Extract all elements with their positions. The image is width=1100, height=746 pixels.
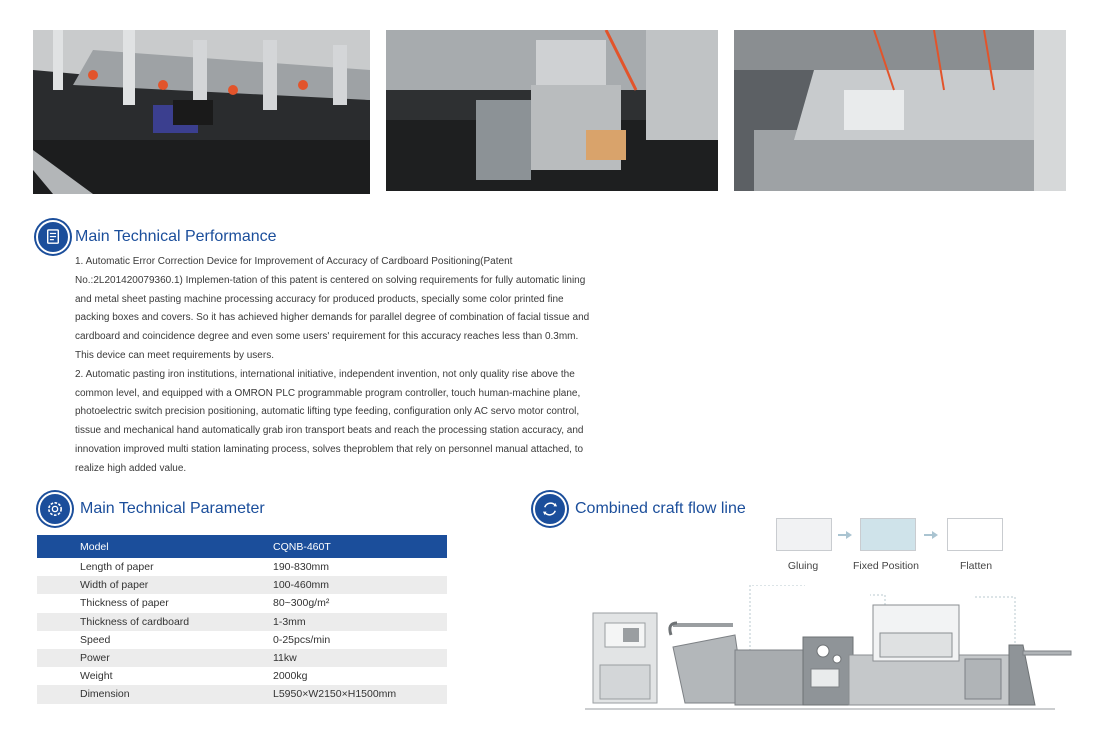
table-row [37,649,447,667]
row-value: 1-3mm [273,613,447,631]
row-value: 80~300g/m² [273,594,447,612]
production-line-drawing [585,585,1075,715]
parameters-title: Main Technical Parameter [80,500,265,517]
machine-photo-1 [33,30,370,194]
row-label: Thickness of paper [37,594,273,612]
table-row [37,594,447,612]
row-value: 11kw [273,649,447,667]
row-value: 0-25pcs/min [273,631,447,649]
table-row [37,667,447,685]
table-row [37,576,447,594]
row-value: L5950×W2150×H1500mm [273,685,447,703]
gear-icon [38,492,72,526]
row-label: Dimension [37,685,273,703]
machine-photo-2 [386,30,718,191]
row-label: Power [37,649,273,667]
performance-paragraph-2: 2. Automatic pasting iron institutions, international initiative, independent invention, not only quality rise above the common level, and equipped with a OMRON PLC programmable program controller, touch human-machine plane, photoelectric switch precision positioning, automatic lifting type feeding, configuration only AC servo motor control, tissue and mechanical hand automatically grab iron transport beats and reach the processing station accuracy, and innovation improved multi station laminating process, solves theproblem that rely on personnel manual attached, to realize high added value. [75,368,584,474]
flow-step-gluing-box [776,518,832,551]
table-row [37,558,447,576]
row-label: Weight [37,667,273,685]
performance-title: Main Technical Performance [75,228,277,245]
row-value: 2000kg [273,667,447,685]
parameters-table [37,535,447,704]
flow-step-position-box [860,518,916,551]
table-row [37,613,447,631]
arrow-right-icon [924,530,938,540]
header-label: Model [37,535,273,558]
flow-step-label: Fixed Position [853,560,919,572]
cycle-icon [533,492,567,526]
document-icon [36,220,70,254]
flow-step-label: Flatten [959,560,993,572]
performance-paragraph-1: 1. Automatic Error Correction Device for Improvement of Accuracy of Cardboard Positioning(Patent No.:2L201420079360.1) Implemen-tation of this patent is centered on solving requirements for fully automatic lining and metal sheet pasting machine processing accuracy for produced products, specially some color printed fine packing boxes and covers. So it has achieved higher demands for parallel degree of combination of facial tissue and cardboard and coincidence degree and even some users' requirement for this accuracy reaches less than 0.3mm. This device can meet requirements by users. [75,256,590,361]
header-value: CQNB-460T [273,535,447,558]
row-value: 190-830mm [273,558,447,576]
arrow-right-icon [838,530,852,540]
row-value: 100-460mm [273,576,447,594]
flow-title: Combined craft flow line [575,500,746,517]
machine-photo-3 [734,30,1066,191]
row-label: Width of paper [37,576,273,594]
row-label: Thickness of cardboard [37,613,273,631]
performance-text [75,253,590,479]
flow-step-label: Gluing [787,560,819,572]
row-label: Speed [37,631,273,649]
row-label: Length of paper [37,558,273,576]
flow-step-flatten-box [947,518,1003,551]
table-header-row [37,535,447,558]
table-row [37,685,447,703]
table-row [37,631,447,649]
